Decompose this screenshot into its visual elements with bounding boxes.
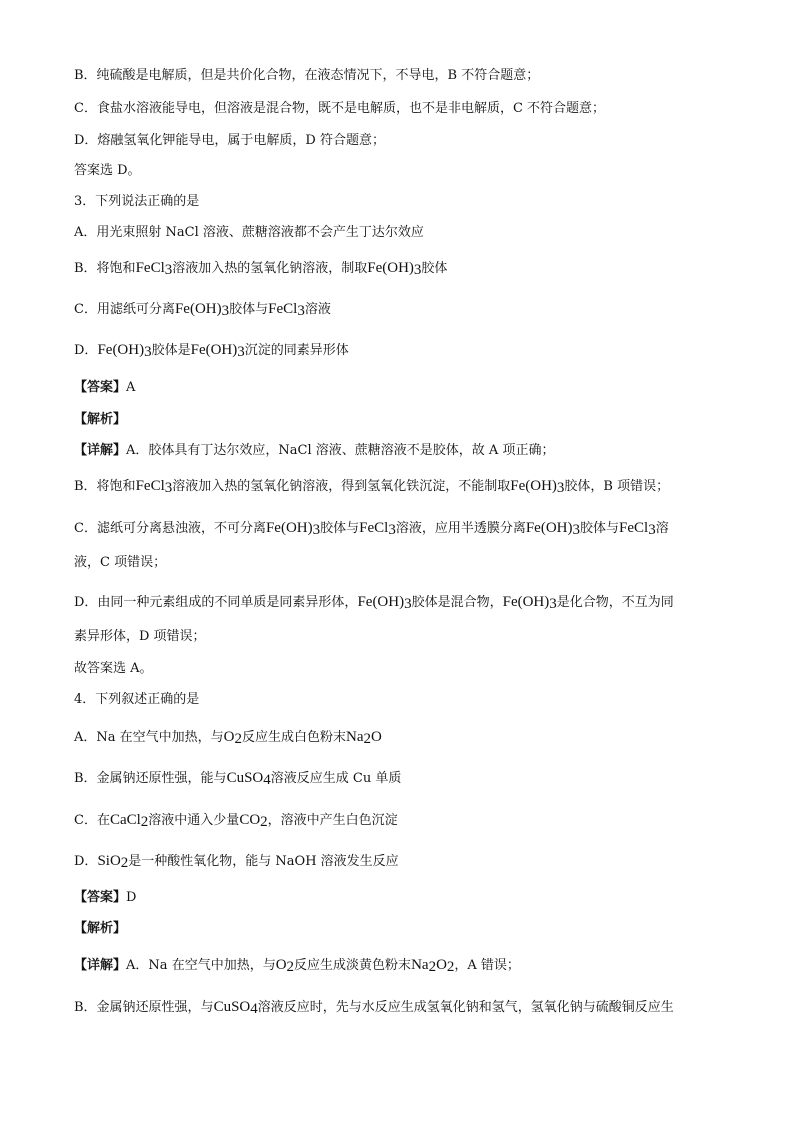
detail-q3-option-d: D．由同一种元素组成的不同单质是同素异形体，$Fe(OH)_3$胶体是混合物，$Fe(OH)_3$是化合物，不互为同 (74, 594, 674, 612)
question-3-option-a: A．用光束照射 NaCl 溶液、蔗糖溶液都不会产生丁达尔效应 (74, 225, 424, 240)
detail-q3-option-c-cont: 液，C 项错误； (74, 555, 167, 570)
detail-q3-option-c: C．滤纸可分离悬浊液，不可分离$Fe(OH)_3$胶体与FeCl$_3$溶液，应用半透膜分离$Fe(OH)_3$胶体与FeCl$_3$溶 (74, 520, 669, 538)
question-3-option-d: D．$Fe(OH)_3$胶体是$Fe(OH)_3$沉淀的同素异形体 (74, 342, 349, 360)
question-4-option-d: D．SiO$_2$是一种酸性氧化物，能与 NaOH 溶液发生反应 (74, 853, 399, 871)
question-4-stem: 4．下列叙述正确的是 (74, 692, 200, 707)
option-c-explanation-q2: C．食盐水溶液能导电，但溶液是混合物，既不是电解质，也不是非电解质，C 不符合题意； (74, 101, 606, 116)
detail-q4-option-b: B．金属钠还原性强，与CuSO$_4$溶液反应时，先与水反应生成氢氧化钠和氢气，氢氧化钠与硫酸铜反应生 (74, 999, 674, 1017)
answer-conclusion-q3: 故答案选 A。 (74, 661, 153, 676)
answer-conclusion-q2: 答案选 D。 (74, 163, 141, 178)
question-3-option-c: C．用滤纸可分离$Fe(OH)_3$胶体与FeCl$_3$溶液 (74, 301, 331, 319)
detail-q3-option-a: 【详解】A．胶体具有丁达尔效应，NaCl 溶液、蔗糖溶液不是胶体，故 A 项正确； (74, 443, 555, 458)
detail-q3-option-b: B．将饱和FeCl$_3$溶液加入热的氢氧化钠溶液，得到氢氧化铁沉淀，不能制取$Fe(OH)_3$胶体，B 项错误； (74, 478, 670, 496)
option-d-explanation-q2: D．熔融氢氧化钾能导电，属于电解质，D 符合题意； (74, 133, 385, 148)
question-3-option-b: B．将饱和FeCl$_3$溶液加入热的氢氧化钠溶液，制取$Fe(OH)_3$胶体 (74, 260, 448, 278)
question-4-option-b: B．金属钠还原性强，能与CuSO$_4$溶液反应生成 Cu 单质 (74, 770, 402, 788)
answer-q3: 【答案】A (74, 380, 136, 395)
analysis-heading-q4: 【解析】 (74, 921, 127, 936)
question-4-option-a: A．Na 在空气中加热，与$O_2$反应生成白色粉末$Na_2O$ (74, 729, 382, 747)
question-3-stem: 3．下列说法正确的是 (74, 194, 200, 209)
detail-q3-option-d-cont: 素异形体，D 项错误； (74, 629, 206, 644)
option-b-explanation-q2: B．纯硫酸是电解质，但是共价化合物，在液态情况下，不导电，B 不符合题意； (74, 68, 540, 83)
answer-q4: 【答案】D (74, 890, 137, 905)
question-4-option-c: C．在CaCl$_2$溶液中通入少量$CO_2$，溶液中产生白色沉淀 (74, 812, 398, 830)
analysis-heading-q3: 【解析】 (74, 412, 127, 427)
detail-q4-option-a: 【详解】A．Na 在空气中加热，与$O_2$反应生成淡黄色粉末$Na_2O_2$，A 错误； (74, 957, 520, 975)
